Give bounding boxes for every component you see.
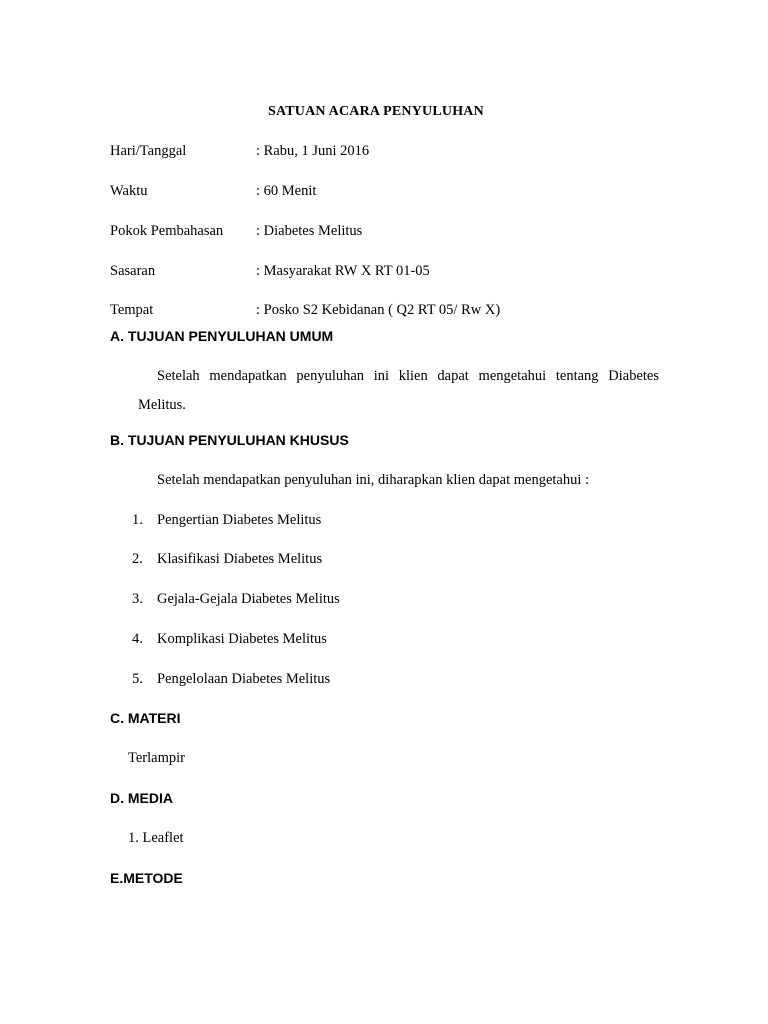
list-item: Klasifikasi Diabetes Melitus (157, 551, 323, 567)
info-label-topic: Pokok Pembahasan (110, 223, 224, 239)
list-item-number: 3. (132, 591, 143, 607)
section-c-heading: C. MATERI (110, 710, 181, 726)
info-label-place: Tempat (110, 302, 154, 318)
list-item: Pengertian Diabetes Melitus (157, 512, 322, 528)
list-item: Pengelolaan Diabetes Melitus (157, 671, 331, 687)
info-label-time: Waktu (110, 183, 148, 199)
section-a-paragraph: Setelah mendapatkan penyuluhan ini klien dapat mengetahui tentang Diabetes Melitus. (138, 368, 659, 413)
section-b-intro: Setelah mendapatkan penyuluhan ini, diharapkan klien dapat mengetahui : (157, 472, 590, 488)
section-b-heading: B. TUJUAN PENYULUHAN KHUSUS (110, 432, 349, 448)
info-label-target: Sasaran (110, 263, 156, 279)
info-value-place: : Posko S2 Kebidanan ( Q2 RT 05/ Rw X) (256, 302, 501, 318)
info-value-topic: : Diabetes Melitus (256, 223, 363, 239)
list-item: Komplikasi Diabetes Melitus (157, 631, 327, 647)
list-item-number: 2. (132, 551, 143, 567)
list-item-number: 1. (132, 512, 143, 528)
list-item-number: 5. (132, 671, 143, 687)
info-label-date: Hari/Tanggal (110, 143, 187, 159)
document-title: SATUAN ACARA PENYULUHAN (268, 104, 484, 119)
list-item-number: 4. (132, 631, 143, 647)
section-d-heading: D. MEDIA (110, 790, 173, 806)
section-a-heading: A. TUJUAN PENYULUHAN UMUM (110, 328, 334, 344)
info-value-time: : 60 Menit (256, 183, 317, 199)
list-item: Gejala-Gejala Diabetes Melitus (157, 591, 340, 607)
section-e-heading: E.METODE (110, 870, 183, 886)
section-c-text: Terlampir (128, 750, 185, 766)
info-value-target: : Masyarakat RW X RT 01-05 (256, 263, 430, 279)
info-value-date: : Rabu, 1 Juni 2016 (256, 143, 370, 159)
section-d-item: 1. Leaflet (128, 830, 184, 846)
